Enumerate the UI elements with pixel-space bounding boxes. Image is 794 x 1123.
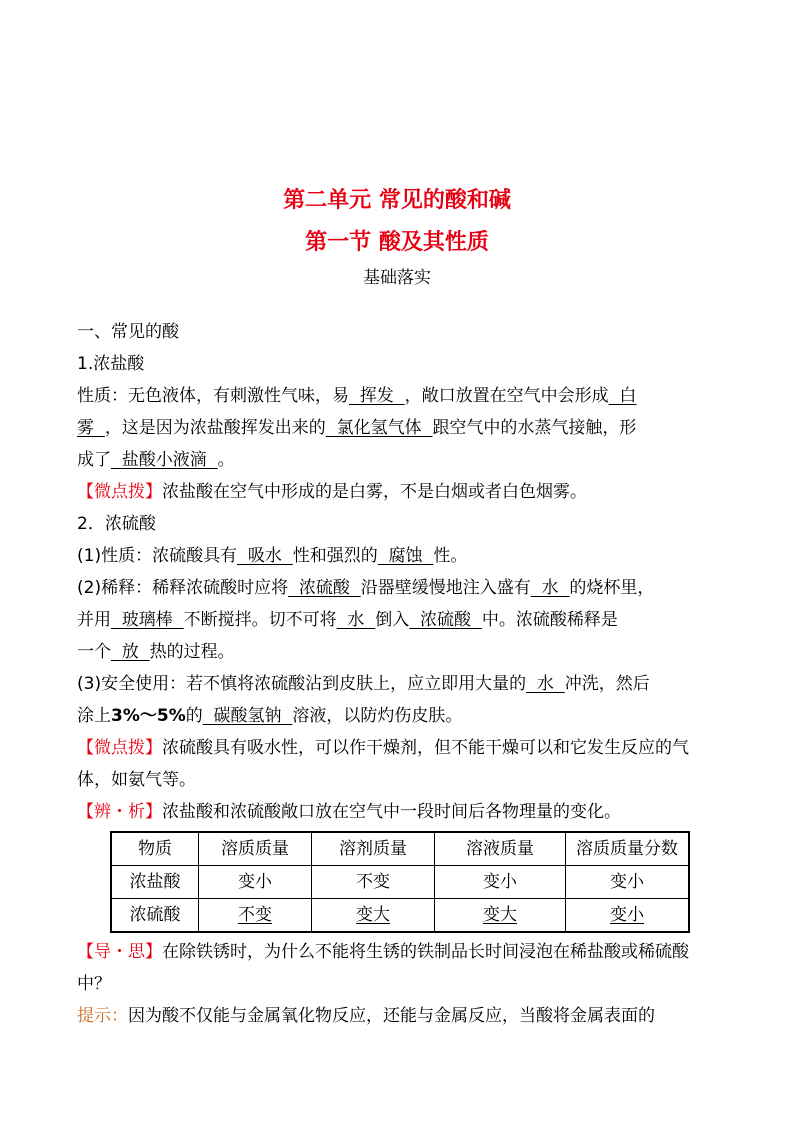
- tip-tag: 【微点拨】: [77, 738, 162, 758]
- table-cell: 浓硫酸: [111, 899, 199, 933]
- table-cell: 不变: [199, 899, 312, 933]
- unit-title: 第二单元 常见的酸和碱: [283, 188, 511, 213]
- blank-answer: 雾: [77, 418, 105, 438]
- blank-answer: 玻璃棒: [111, 610, 184, 630]
- table-cell: 变大: [312, 899, 435, 933]
- guide-tag: 【导・思】: [77, 942, 162, 962]
- blank-answer: 腐蚀: [377, 546, 434, 566]
- table-header-cell: 溶质质量: [199, 832, 312, 866]
- table-header-cell: 溶质质量分数: [566, 832, 690, 866]
- table-header-row: [111, 832, 689, 866]
- hint-tag: 提示：: [77, 1006, 128, 1026]
- blank-answer: 放: [111, 642, 150, 662]
- body-content: [77, 316, 721, 1032]
- blank-answer: 挥发: [349, 386, 405, 406]
- table-header-cell: 物质: [111, 832, 199, 866]
- hcl-tip: 【微点拨】浓盐酸在空气中形成的是白雾，不是白烟或者白色烟雾。: [77, 482, 587, 502]
- analysis-tag: 【辨・析】: [77, 802, 162, 822]
- blank-answer: 碳酸氢钠: [202, 706, 293, 726]
- table-row: [111, 866, 689, 899]
- property-change-table: [110, 831, 690, 933]
- table-cell: 变小: [199, 866, 312, 899]
- table-header-cell: 溶剂质量: [312, 832, 435, 866]
- analysis-intro: 【辨・析】浓盐酸和浓硫酸敞口放在空气中一段时间后各物理量的变化。: [77, 802, 621, 822]
- section-title: 第一节 酸及其性质: [305, 230, 489, 255]
- blank-answer: 浓硫酸: [409, 610, 482, 630]
- h2so4-tip: 【微点拨】浓硫酸具有吸水性，可以作干燥剂，但不能干燥可以和它发生反应的气体，如氨气等。: [77, 738, 689, 790]
- blank-answer: 水: [530, 578, 570, 598]
- table-header-cell: 溶液质量: [435, 832, 566, 866]
- page-subtitle: 基础落实: [363, 268, 431, 288]
- guide-question: 【导・思】在除铁锈时，为什么不能将生锈的铁制品长时间浸泡在稀盐酸或稀硫酸中？: [77, 942, 689, 994]
- hcl-properties: 性质：无色液体，有刺激性气味，易 挥发 ，敞口放置在空气中会形成 白 雾 ，这是因为浓盐酸挥发出来的 氯化氢气体 跟空气中的水蒸气接触，形 成了 盐酸小液滴 。: [77, 386, 637, 470]
- section-heading: 一、常见的酸: [77, 322, 179, 342]
- table-cell: 变小: [566, 899, 690, 933]
- blank-answer: 氯化氢气体: [325, 418, 433, 438]
- blank-answer: 白: [608, 386, 637, 406]
- blank-answer: 浓硫酸: [288, 578, 361, 598]
- table-cell: 变大: [435, 899, 566, 933]
- table-row: [111, 899, 689, 933]
- blank-answer: 吸水: [237, 546, 293, 566]
- h2so4-property: (1)性质：浓硫酸具有 吸水 性和强烈的 腐蚀 性。: [77, 546, 468, 566]
- table-cell: 不变: [312, 866, 435, 899]
- blank-answer: 盐酸小液滴: [111, 450, 218, 470]
- table-cell: 变小: [566, 866, 690, 899]
- h2so4-safety: (3)安全使用：若不慎将浓硫酸沾到皮肤上，应立即用大量的 水 冲洗，然后 涂上3%～5%的 碳酸氢钠 溶液，以防灼伤皮肤。: [77, 674, 650, 726]
- blank-answer: 水: [336, 610, 376, 630]
- hcl-heading: 1.浓盐酸: [77, 354, 145, 374]
- h2so4-heading: 2．浓硫酸: [77, 514, 156, 534]
- h2so4-dilution: (2)稀释：稀释浓硫酸时应将 浓硫酸 沿器壁缓慢地注入盛有 水 的烧杯里， 并用 玻璃棒 不断搅拌。切不可将 水 倒入 浓硫酸 中。浓硫酸稀释是 一个 放 热的过程。: [77, 578, 655, 662]
- guide-hint: 提示：因为酸不仅能与金属氧化物反应，还能与金属反应，当酸将金属表面的: [77, 1006, 655, 1026]
- table-cell: 浓盐酸: [111, 866, 199, 899]
- tip-tag: 【微点拨】: [77, 482, 162, 502]
- blank-answer: 水: [526, 674, 565, 694]
- table-cell: 变小: [435, 866, 566, 899]
